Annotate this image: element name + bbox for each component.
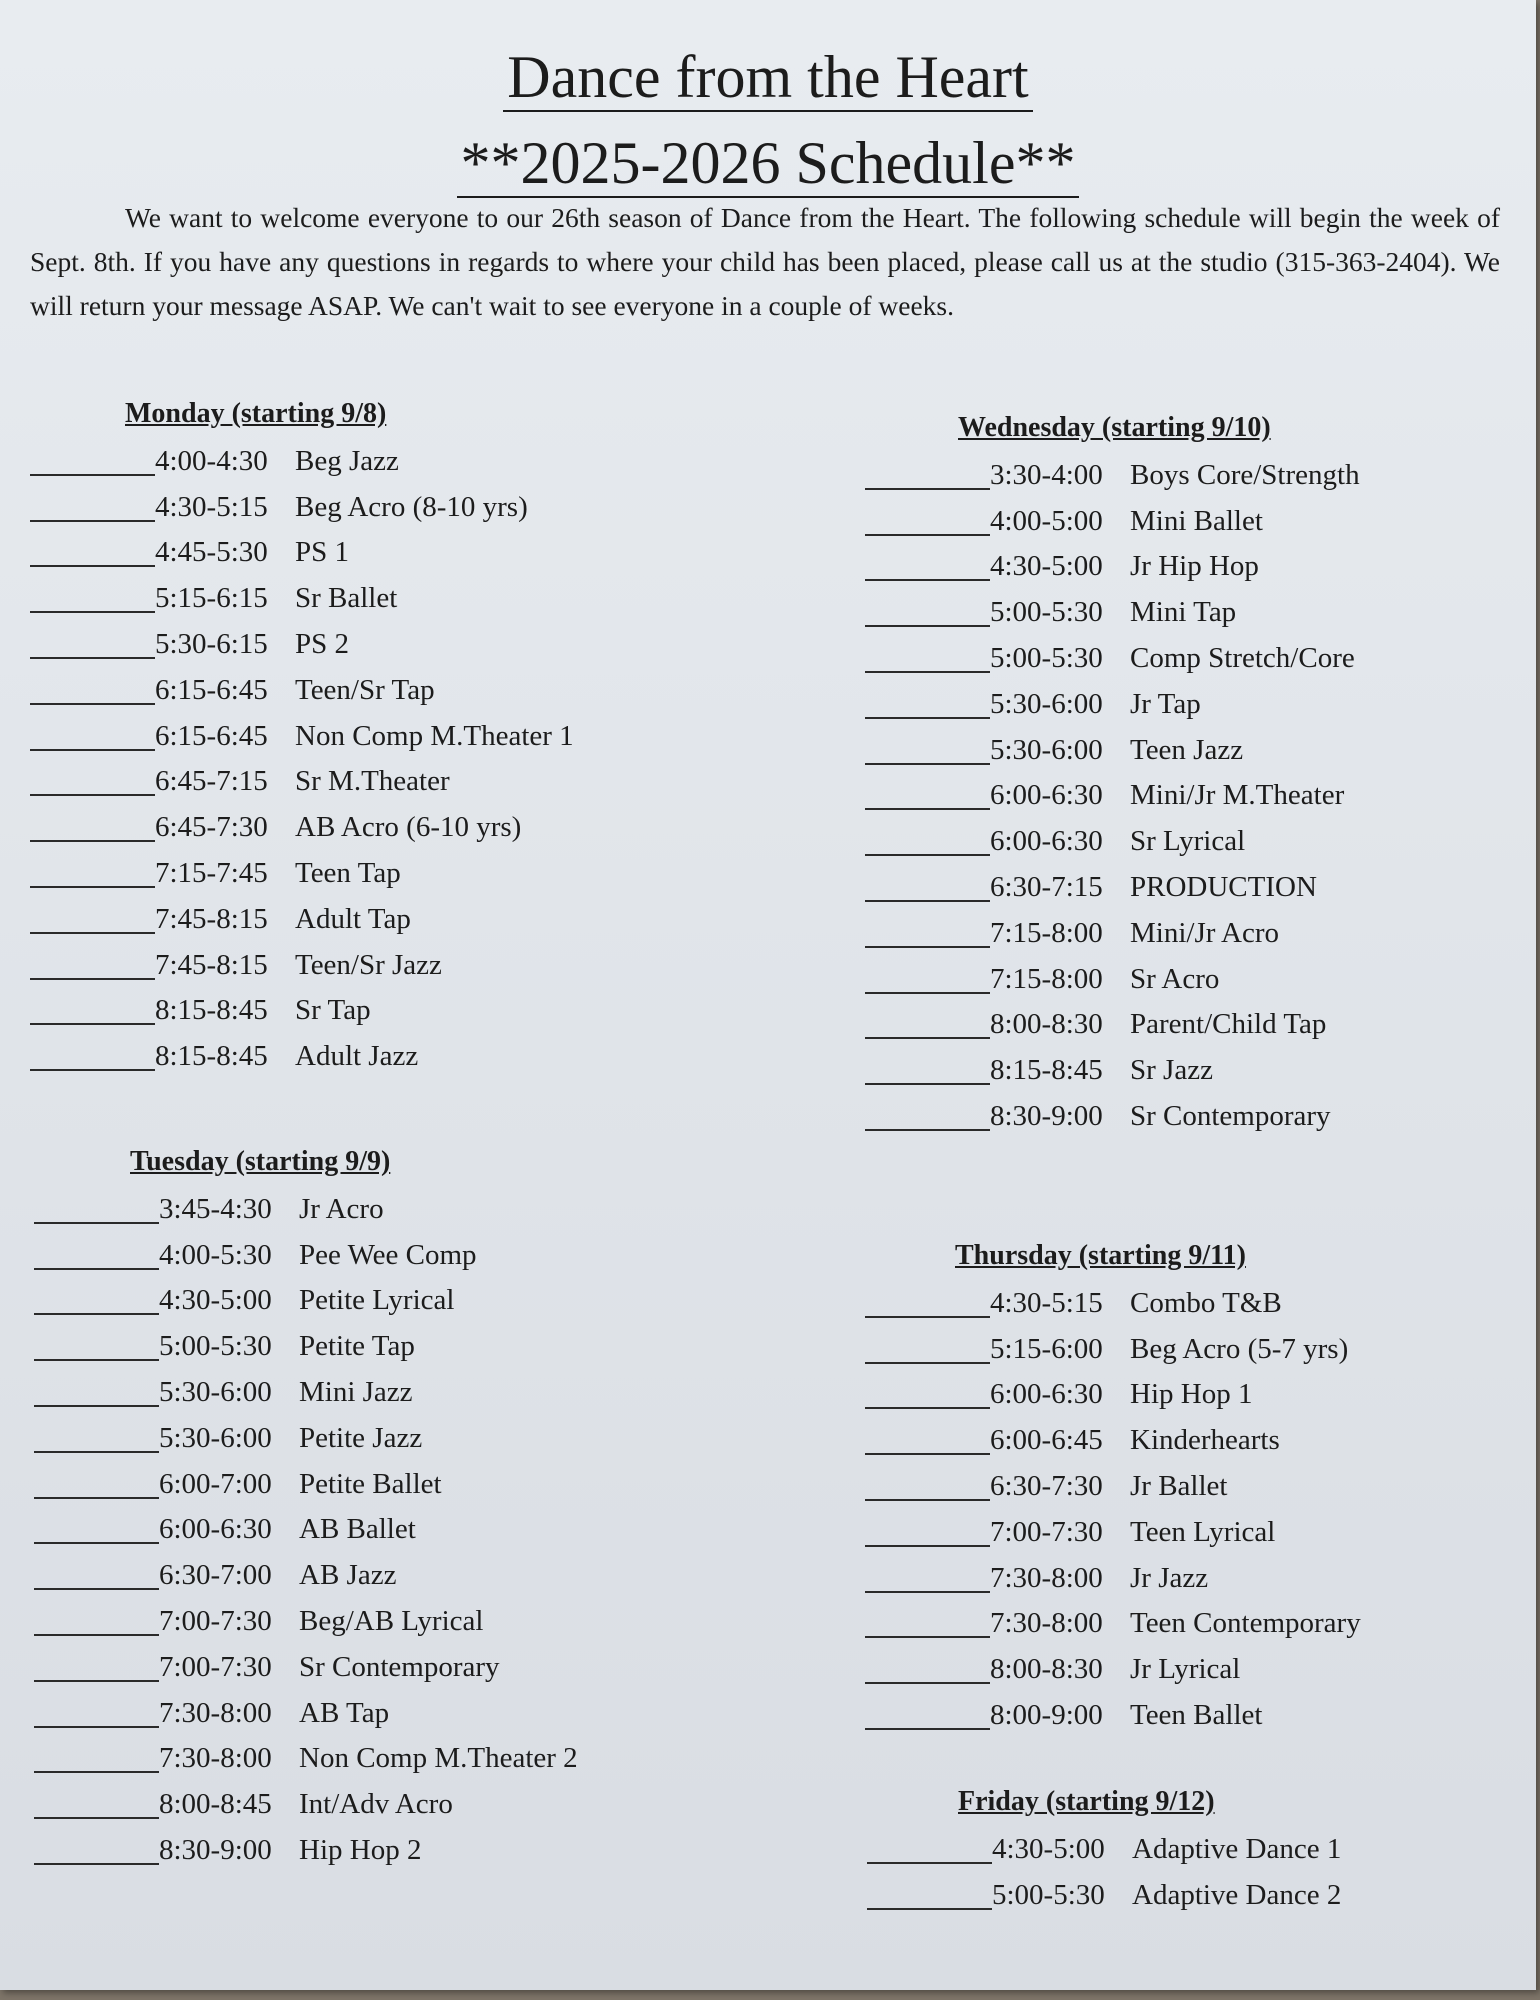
class-row xyxy=(34,1596,578,1642)
monday-heading: Monday (starting 9/8) xyxy=(125,398,387,429)
enrollment-blank-line xyxy=(865,717,990,719)
class-name: Adaptive Dance 1 xyxy=(1132,1832,1342,1865)
enrollment-blank-line xyxy=(865,808,990,810)
tuesday-heading: Tuesday (starting 9/9) xyxy=(130,1146,391,1177)
enrollment-blank-line xyxy=(30,611,155,613)
class-name: PS 2 xyxy=(295,627,350,660)
thursday-class-list xyxy=(865,1278,1361,1736)
enrollment-blank-line xyxy=(865,1407,990,1409)
class-row xyxy=(865,587,1360,633)
class-name: Boys Core/Strength xyxy=(1130,458,1360,491)
class-name: Parent/Child Tap xyxy=(1130,1008,1327,1041)
class-row xyxy=(34,1230,578,1276)
enrollment-blank-line xyxy=(865,488,990,490)
class-time: 8:15-8:45 xyxy=(155,1040,268,1073)
class-name: Adaptive Dance 2 xyxy=(1132,1878,1342,1911)
enrollment-blank-line xyxy=(30,1023,155,1025)
schedule-subtitle-text: **2025-2026 Schedule** xyxy=(457,130,1080,198)
class-name: Jr Tap xyxy=(1130,687,1201,720)
class-row xyxy=(865,679,1360,725)
class-time: 6:30-7:15 xyxy=(990,870,1103,903)
thursday-column xyxy=(865,1234,1361,1736)
monday-class-list xyxy=(30,436,574,1077)
class-name: Comp Stretch/Core xyxy=(1130,641,1355,674)
class-row xyxy=(867,1870,1341,1916)
class-time: 6:00-7:00 xyxy=(159,1467,272,1500)
enrollment-blank-line xyxy=(34,1405,159,1407)
class-row xyxy=(865,1045,1360,1091)
enrollment-blank-line xyxy=(30,978,155,980)
class-row xyxy=(34,1367,578,1413)
class-row xyxy=(865,862,1360,908)
friday-heading: Friday (starting 9/12) xyxy=(958,1786,1215,1817)
enrollment-blank-line xyxy=(34,1497,159,1499)
enrollment-blank-line xyxy=(34,1222,159,1224)
class-time: 6:15-6:45 xyxy=(155,719,268,752)
class-time: 4:00-4:30 xyxy=(155,444,268,477)
class-row xyxy=(30,986,574,1032)
enrollment-blank-line xyxy=(865,1636,990,1638)
class-row xyxy=(34,1825,578,1871)
class-row xyxy=(865,1370,1361,1416)
class-name: Adult Tap xyxy=(295,902,411,935)
class-time: 7:15-8:00 xyxy=(990,916,1103,949)
class-time: 8:30-9:00 xyxy=(159,1833,272,1866)
class-name: Int/Adv Acro xyxy=(299,1788,453,1821)
class-name: Teen Lyrical xyxy=(1130,1515,1276,1548)
class-name: Hip Hop 1 xyxy=(1130,1378,1253,1411)
class-time: 4:30-5:00 xyxy=(990,550,1103,583)
class-name: Jr Ballet xyxy=(1130,1469,1228,1502)
class-time: 8:00-9:00 xyxy=(990,1698,1103,1731)
class-name: Teen/Sr Tap xyxy=(295,673,435,706)
page-title xyxy=(0,42,1536,112)
class-name: Hip Hop 2 xyxy=(299,1833,422,1866)
class-time: 6:00-6:30 xyxy=(159,1513,272,1546)
class-row xyxy=(30,757,574,803)
class-row xyxy=(30,482,574,528)
class-time: 4:30-5:00 xyxy=(992,1832,1105,1865)
class-time: 3:45-4:30 xyxy=(159,1192,272,1225)
class-time: 7:00-7:30 xyxy=(159,1604,272,1637)
class-row xyxy=(34,1321,578,1367)
enrollment-blank-line xyxy=(865,1362,990,1364)
enrollment-blank-line xyxy=(867,1908,992,1910)
enrollment-blank-line xyxy=(30,474,155,476)
class-time: 8:15-8:45 xyxy=(155,994,268,1027)
class-name: Non Comp M.Theater 2 xyxy=(299,1742,578,1775)
class-row xyxy=(34,1642,578,1688)
monday-column xyxy=(30,392,574,1077)
enrollment-blank-line xyxy=(867,1862,992,1864)
enrollment-blank-line xyxy=(865,763,990,765)
class-name: Mini/Jr M.Theater xyxy=(1130,779,1345,812)
class-time: 4:45-5:30 xyxy=(155,536,268,569)
class-time: 7:00-7:30 xyxy=(159,1650,272,1683)
class-time: 5:30-6:00 xyxy=(990,733,1103,766)
class-time: 4:00-5:00 xyxy=(990,504,1103,537)
class-row xyxy=(30,894,574,940)
class-row xyxy=(30,573,574,619)
class-row xyxy=(865,954,1360,1000)
enrollment-blank-line xyxy=(30,886,155,888)
class-time: 8:00-8:30 xyxy=(990,1008,1103,1041)
class-name: Jr Lyrical xyxy=(1130,1653,1241,1686)
class-name: Mini Tap xyxy=(1130,596,1237,629)
class-time: 4:30-5:15 xyxy=(155,490,268,523)
enrollment-blank-line xyxy=(865,1499,990,1501)
class-row xyxy=(865,908,1360,954)
class-name: AB Acro (6-10 yrs) xyxy=(295,811,522,844)
class-row xyxy=(865,1461,1361,1507)
class-row xyxy=(34,1550,578,1596)
class-time: 7:30-8:00 xyxy=(159,1696,272,1729)
class-name: Sr Contemporary xyxy=(1130,1099,1331,1132)
enrollment-blank-line xyxy=(34,1359,159,1361)
class-row xyxy=(865,1324,1361,1370)
class-row xyxy=(865,1278,1361,1324)
class-name: Sr Ballet xyxy=(295,582,398,615)
class-time: 5:30-6:00 xyxy=(159,1421,272,1454)
class-time: 5:15-6:00 xyxy=(990,1332,1103,1365)
enrollment-blank-line xyxy=(865,946,990,948)
class-time: 4:30-5:15 xyxy=(990,1286,1103,1319)
enrollment-blank-line xyxy=(865,1129,990,1131)
class-time: 7:45-8:15 xyxy=(155,948,268,981)
class-time: 6:00-6:45 xyxy=(990,1424,1103,1457)
class-name: Teen Ballet xyxy=(1130,1698,1263,1731)
class-name: Petite Lyrical xyxy=(299,1284,455,1317)
class-name: Jr Acro xyxy=(299,1192,384,1225)
class-time: 7:30-8:00 xyxy=(159,1742,272,1775)
class-row xyxy=(34,1184,578,1230)
enrollment-blank-line xyxy=(34,1542,159,1544)
enrollment-blank-line xyxy=(865,1545,990,1547)
class-row xyxy=(34,1779,578,1825)
class-name: PS 1 xyxy=(295,536,350,569)
enrollment-blank-line xyxy=(865,1083,990,1085)
class-row xyxy=(865,816,1360,862)
class-row xyxy=(865,1690,1361,1736)
class-name: AB Jazz xyxy=(299,1559,397,1592)
enrollment-blank-line xyxy=(30,657,155,659)
class-name: Jr Jazz xyxy=(1130,1561,1209,1594)
class-row xyxy=(865,1000,1360,1046)
class-name: Teen Jazz xyxy=(1130,733,1244,766)
class-name: Petite Tap xyxy=(299,1330,415,1363)
class-row xyxy=(34,1276,578,1322)
class-time: 5:30-6:00 xyxy=(990,687,1103,720)
enrollment-blank-line xyxy=(30,840,155,842)
class-row xyxy=(865,1644,1361,1690)
class-row xyxy=(30,940,574,986)
class-row xyxy=(30,848,574,894)
class-name: Beg Acro (5-7 yrs) xyxy=(1130,1332,1349,1365)
enrollment-blank-line xyxy=(865,534,990,536)
class-row xyxy=(34,1505,578,1551)
class-name: PRODUCTION xyxy=(1130,870,1317,903)
class-time: 5:00-5:30 xyxy=(990,641,1103,674)
thursday-heading: Thursday (starting 9/11) xyxy=(955,1240,1246,1271)
enrollment-blank-line xyxy=(30,794,155,796)
class-row xyxy=(867,1824,1341,1870)
enrollment-blank-line xyxy=(30,520,155,522)
class-row xyxy=(865,1599,1361,1645)
class-row xyxy=(865,725,1360,771)
class-row xyxy=(30,711,574,757)
class-time: 6:45-7:30 xyxy=(155,811,268,844)
class-row xyxy=(30,619,574,665)
class-row xyxy=(865,1553,1361,1599)
class-time: 7:45-8:15 xyxy=(155,902,268,935)
class-name: Mini Jazz xyxy=(299,1375,413,1408)
enrollment-blank-line xyxy=(865,1728,990,1730)
class-time: 7:15-7:45 xyxy=(155,856,268,889)
class-row xyxy=(30,436,574,482)
friday-class-list xyxy=(867,1824,1341,1916)
enrollment-blank-line xyxy=(865,1591,990,1593)
class-row xyxy=(865,771,1360,817)
class-time: 6:45-7:15 xyxy=(155,765,268,798)
class-name: Sr Contemporary xyxy=(299,1650,500,1683)
class-name: Jr Hip Hop xyxy=(1130,550,1259,583)
enrollment-blank-line xyxy=(865,1316,990,1318)
class-row xyxy=(865,1415,1361,1461)
class-name: Kinderhearts xyxy=(1130,1424,1280,1457)
class-row xyxy=(865,450,1360,496)
class-row xyxy=(30,665,574,711)
class-time: 8:00-8:45 xyxy=(159,1788,272,1821)
enrollment-blank-line xyxy=(30,932,155,934)
class-name: Teen/Sr Jazz xyxy=(295,948,442,981)
enrollment-blank-line xyxy=(865,1037,990,1039)
class-time: 4:00-5:30 xyxy=(159,1238,272,1271)
enrollment-blank-line xyxy=(865,579,990,581)
enrollment-blank-line xyxy=(865,671,990,673)
enrollment-blank-line xyxy=(34,1726,159,1728)
enrollment-blank-line xyxy=(30,703,155,705)
enrollment-blank-line xyxy=(34,1588,159,1590)
enrollment-blank-line xyxy=(865,1682,990,1684)
page-title-text: Dance from the Heart xyxy=(503,44,1032,112)
class-name: Adult Jazz xyxy=(295,1040,419,1073)
enrollment-blank-line xyxy=(34,1863,159,1865)
class-row xyxy=(34,1734,578,1780)
class-row xyxy=(865,542,1360,588)
class-name: Mini/Jr Acro xyxy=(1130,916,1280,949)
class-time: 4:30-5:00 xyxy=(159,1284,272,1317)
enrollment-blank-line xyxy=(865,625,990,627)
class-row xyxy=(865,1091,1360,1137)
class-row xyxy=(30,802,574,848)
class-name: Sr Jazz xyxy=(1130,1054,1213,1087)
wednesday-column xyxy=(865,406,1360,1137)
class-row xyxy=(30,1031,574,1077)
class-name: AB Ballet xyxy=(299,1513,416,1546)
enrollment-blank-line xyxy=(34,1680,159,1682)
class-time: 7:30-8:00 xyxy=(990,1607,1103,1640)
wednesday-class-list xyxy=(865,450,1360,1137)
enrollment-blank-line xyxy=(34,1268,159,1270)
tuesday-class-list xyxy=(34,1184,578,1871)
tuesday-column xyxy=(34,1140,578,1871)
class-row xyxy=(34,1688,578,1734)
class-name: Sr Acro xyxy=(1130,962,1220,995)
friday-column xyxy=(867,1780,1341,1916)
schedule-subtitle xyxy=(0,128,1536,198)
class-name: Beg/AB Lyrical xyxy=(299,1604,484,1637)
class-time: 5:00-5:30 xyxy=(159,1330,272,1363)
class-time: 5:30-6:15 xyxy=(155,627,268,660)
class-row xyxy=(34,1459,578,1505)
class-time: 3:30-4:00 xyxy=(990,458,1103,491)
class-time: 5:15-6:15 xyxy=(155,582,268,615)
class-time: 8:15-8:45 xyxy=(990,1054,1103,1087)
enrollment-blank-line xyxy=(865,1453,990,1455)
class-time: 6:00-6:30 xyxy=(990,1378,1103,1411)
enrollment-blank-line xyxy=(30,565,155,567)
class-time: 6:30-7:00 xyxy=(159,1559,272,1592)
welcome-paragraph: We want to welcome everyone to our 26th season of Dance from the Heart. The following schedule will begin the week of Sept. 8th. If you have any questions in regards to where your child has been placed, please call us at the studio (315-363-2404). We will return your message ASAP. We can't wait to see everyone in a couple of weeks. xyxy=(30,202,1500,321)
class-name: Sr M.Theater xyxy=(295,765,450,798)
class-time: 5:00-5:30 xyxy=(990,596,1103,629)
class-name: Sr Tap xyxy=(295,994,371,1027)
class-time: 6:15-6:45 xyxy=(155,673,268,706)
enrollment-blank-line xyxy=(865,992,990,994)
enrollment-blank-line xyxy=(30,1069,155,1071)
class-name: Petite Jazz xyxy=(299,1421,423,1454)
class-name: Combo T&B xyxy=(1130,1286,1282,1319)
enrollment-blank-line xyxy=(865,854,990,856)
class-row xyxy=(34,1413,578,1459)
enrollment-blank-line xyxy=(34,1313,159,1315)
class-name: Beg Acro (8-10 yrs) xyxy=(295,490,528,523)
class-row xyxy=(30,528,574,574)
class-name: Mini Ballet xyxy=(1130,504,1263,537)
enrollment-blank-line xyxy=(34,1817,159,1819)
class-name: Pee Wee Comp xyxy=(299,1238,477,1271)
class-time: 7:00-7:30 xyxy=(990,1515,1103,1548)
wednesday-heading: Wednesday (starting 9/10) xyxy=(958,412,1271,443)
enrollment-blank-line xyxy=(30,749,155,751)
class-time: 5:00-5:30 xyxy=(992,1878,1105,1911)
class-time: 7:30-8:00 xyxy=(990,1561,1103,1594)
enrollment-blank-line xyxy=(34,1451,159,1453)
class-name: AB Tap xyxy=(299,1696,390,1729)
class-name: Sr Lyrical xyxy=(1130,825,1246,858)
class-row xyxy=(865,633,1360,679)
class-time: 6:00-6:30 xyxy=(990,779,1103,812)
class-time: 8:00-8:30 xyxy=(990,1653,1103,1686)
class-time: 7:15-8:00 xyxy=(990,962,1103,995)
class-time: 6:30-7:30 xyxy=(990,1469,1103,1502)
class-name: Non Comp M.Theater 1 xyxy=(295,719,574,752)
class-row xyxy=(865,496,1360,542)
class-name: Petite Ballet xyxy=(299,1467,442,1500)
class-time: 6:00-6:30 xyxy=(990,825,1103,858)
class-time: 5:30-6:00 xyxy=(159,1375,272,1408)
class-name: Beg Jazz xyxy=(295,444,399,477)
enrollment-blank-line xyxy=(34,1771,159,1773)
class-name: Teen Contemporary xyxy=(1130,1607,1361,1640)
class-name: Teen Tap xyxy=(295,856,401,889)
enrollment-blank-line xyxy=(865,900,990,902)
class-time: 8:30-9:00 xyxy=(990,1099,1103,1132)
class-row xyxy=(865,1507,1361,1553)
enrollment-blank-line xyxy=(34,1634,159,1636)
